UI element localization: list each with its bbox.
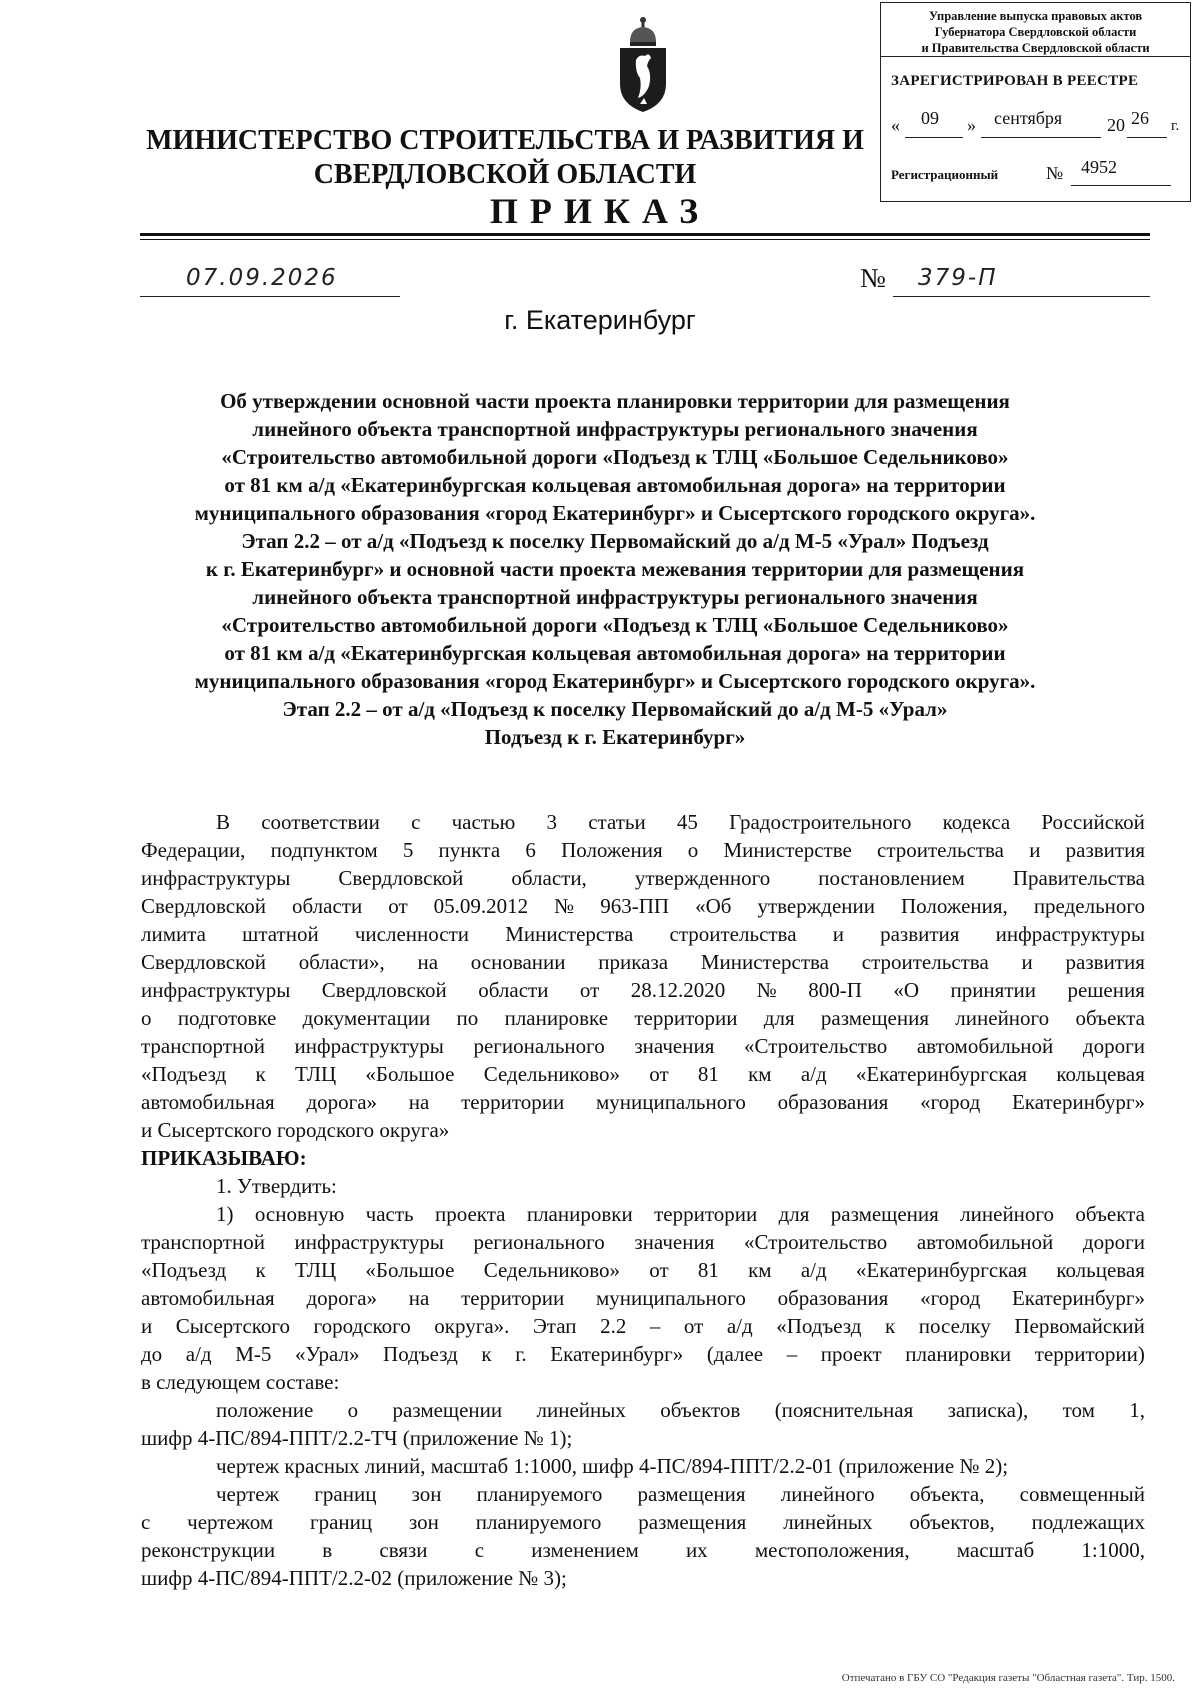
registry-stamp	[880, 2, 1191, 202]
justified-line	[141, 1508, 1145, 1536]
ministry-line: МИНИСТЕРСТВО СТРОИТЕЛЬСТВА И РАЗВИТИЯ И	[146, 125, 864, 156]
word: инфраструктуры	[141, 978, 291, 1002]
word: «Подъезд	[141, 1062, 227, 1086]
word: Сысертского	[175, 1314, 290, 1338]
word: зон	[409, 1510, 439, 1534]
word: 81	[697, 1258, 719, 1282]
word: линейного	[955, 1006, 1050, 1030]
word: строительства	[669, 922, 797, 946]
word: часть	[365, 1202, 414, 1226]
word: 6	[525, 838, 536, 862]
word: значения	[634, 1230, 715, 1254]
word: к	[885, 1314, 896, 1338]
justified-line	[141, 808, 1145, 836]
word: Свердловской	[321, 978, 447, 1002]
word: –	[649, 1314, 661, 1338]
word: записка),	[947, 1398, 1029, 1422]
word: 963-ПП	[600, 894, 670, 918]
word: о	[141, 1006, 152, 1030]
word: зон	[411, 1482, 442, 1506]
word: №	[756, 978, 777, 1002]
title-line: Об утверждении основной части проекта планировки территории для размещения	[220, 389, 1010, 413]
word: с	[474, 1538, 485, 1562]
word: «Подъезд	[141, 1258, 227, 1282]
word: муниципального	[595, 1090, 746, 1114]
preamble-paragraph	[141, 808, 1145, 1116]
justified-line	[141, 1340, 1145, 1368]
word: принятии	[950, 978, 1036, 1002]
justified-line	[141, 1228, 1145, 1256]
word: Федерации,	[141, 838, 246, 862]
word: инфраструктуры	[141, 866, 291, 890]
word: Свердловской	[141, 950, 266, 974]
justified-line	[141, 892, 1145, 920]
word: развития	[1065, 838, 1145, 862]
word: М-5	[235, 1342, 272, 1366]
word: Екатеринбург»	[550, 1342, 684, 1366]
word: размещения	[638, 1510, 747, 1534]
word: автомобильная	[141, 1090, 275, 1114]
word: дорога»	[306, 1286, 378, 1310]
word: том	[1062, 1398, 1095, 1422]
word: области	[478, 978, 549, 1002]
word: связи	[379, 1538, 428, 1562]
word: Российской	[1041, 810, 1145, 834]
word: 2.2	[600, 1314, 627, 1338]
word: транспортной	[141, 1034, 265, 1058]
word: территории	[461, 1090, 565, 1114]
composition-1-paragraph	[141, 1396, 1145, 1424]
word: дороги	[1082, 1034, 1145, 1058]
word: и	[832, 922, 844, 946]
header-rule-thin	[140, 239, 1150, 240]
word: размещения	[820, 1006, 929, 1030]
word: размещения	[637, 1482, 746, 1506]
word: «Строительство	[744, 1230, 888, 1254]
justified-line	[141, 1060, 1145, 1088]
word: проект	[820, 1342, 882, 1366]
justified-line	[141, 1256, 1145, 1284]
word: границ	[314, 1482, 377, 1506]
word: с	[411, 810, 421, 834]
word: поселку	[918, 1314, 991, 1338]
word: «Урал»	[294, 1342, 360, 1366]
word: для	[778, 1202, 810, 1226]
word: Седельниково»	[483, 1258, 620, 1282]
word: образования	[777, 1286, 889, 1310]
title-line: муниципального образования «город Екатеринбург» и Сысертского городского округа».	[194, 501, 1036, 525]
title-line: «Строительство автомобильной дороги «Подъезд к ТЛЦ «Большое Седельниково»	[221, 445, 1009, 469]
word: транспортной	[141, 1230, 265, 1254]
justified-line	[141, 920, 1145, 948]
word: Правительства	[1012, 866, 1145, 890]
word: приказа	[598, 950, 669, 974]
order-title	[120, 387, 1110, 751]
stamp-no-sign: №	[1046, 163, 1064, 183]
word: от	[579, 978, 600, 1002]
word: на	[417, 950, 439, 974]
word: автомобильной	[916, 1230, 1054, 1254]
word: утвержденного	[634, 866, 771, 890]
order-city: г. Екатеринбург	[504, 305, 696, 335]
word: округа».	[434, 1314, 510, 1338]
word: объекта	[1075, 1202, 1145, 1226]
word: развития	[880, 922, 960, 946]
word: совмещенный	[1019, 1482, 1145, 1506]
word: инфраструктуры	[294, 1034, 444, 1058]
stamp-head-line: Управление выпуска правовых актов	[928, 9, 1143, 23]
word: размещении	[392, 1398, 503, 1422]
word: развития	[1065, 950, 1145, 974]
word: и	[1029, 838, 1041, 862]
word: от	[388, 894, 408, 918]
word: к	[255, 1062, 266, 1086]
word: постановлением	[818, 866, 965, 890]
ministry-line: СВЕРДЛОВСКОЙ ОБЛАСТИ	[313, 159, 697, 190]
word: основную	[254, 1202, 345, 1226]
word: Екатеринбург»	[1011, 1090, 1145, 1114]
word: городского	[313, 1314, 411, 1338]
item-1: 1. Утвердить:	[216, 1174, 337, 1198]
word: линейных	[536, 1398, 626, 1422]
ministry-name	[120, 124, 890, 192]
justified-line	[141, 948, 1145, 976]
word: для	[763, 1006, 795, 1030]
word: области»,	[298, 950, 385, 974]
word: планируемого	[475, 1510, 602, 1534]
word: области	[292, 894, 363, 918]
order-body	[141, 808, 1145, 1592]
stamp-year-line	[1127, 137, 1167, 138]
word: области,	[511, 866, 587, 890]
word: Положения,	[901, 894, 1008, 918]
word: а/д	[800, 1258, 827, 1282]
word: г.	[515, 1342, 527, 1366]
word: о	[347, 1398, 359, 1422]
word: положение	[216, 1398, 314, 1422]
word: «Екатеринбургская	[855, 1258, 1028, 1282]
word: 45	[676, 810, 698, 834]
stamp-open-quote: «	[891, 115, 900, 135]
word: подготовке	[177, 1006, 277, 1030]
stamp-day: 09	[921, 108, 939, 128]
word: №	[554, 894, 575, 918]
word: «Строительство	[744, 1034, 888, 1058]
text-line: и Сысертского городского округа»	[141, 1118, 450, 1142]
stamp-header	[881, 3, 1190, 57]
word: от	[649, 1062, 669, 1086]
decree-word: ПРИКАЗЫВАЮ:	[141, 1146, 307, 1170]
word: «О	[893, 978, 919, 1002]
word: Седельниково»	[483, 1062, 620, 1086]
word: Свердловской	[338, 866, 464, 890]
text-line: шифр 4-ПС/894-ППТ/2.2-02 (приложение № 3);	[141, 1566, 567, 1590]
word: 1,	[1129, 1398, 1145, 1422]
word: автомобильная	[141, 1286, 275, 1310]
title-line: Подъезд к г. Екатеринбург»	[484, 725, 746, 749]
word: размещения	[830, 1202, 939, 1226]
word: изменением	[531, 1538, 639, 1562]
word: Подъезд	[383, 1342, 458, 1366]
print-footer: Отпечатано в ГБУ СО "Редакция газеты "Областная газета". Тир. 1500.	[841, 1672, 1175, 1684]
text-line: в следующем составе:	[141, 1370, 340, 1394]
word: дорога»	[306, 1090, 378, 1114]
word: инфраструктуры	[294, 1230, 444, 1254]
word: а/д	[800, 1062, 827, 1086]
word: а/д	[726, 1314, 753, 1338]
word: территории	[634, 1006, 738, 1030]
justified-line	[141, 1088, 1145, 1116]
word: Свердловской	[141, 894, 266, 918]
word: чертеж	[216, 1482, 280, 1506]
word: Министерства	[505, 922, 634, 946]
word: кольцевая	[1056, 1258, 1145, 1282]
word: реконструкции	[141, 1538, 276, 1562]
title-line: от 81 км а/д «Екатеринбургская кольцевая автомобильная дорога» на территории	[224, 641, 1006, 665]
number-underline	[893, 296, 1150, 297]
word: объектов,	[909, 1510, 995, 1534]
word: «город	[920, 1090, 981, 1114]
stamp-head-line: и Правительства Свердловской области	[921, 41, 1150, 55]
word: «город	[920, 1286, 981, 1310]
stamp-month-line	[981, 137, 1101, 138]
word: территории)	[1034, 1342, 1145, 1366]
word: линейного	[960, 1202, 1055, 1226]
stamp-reg-label: Регистрационный	[891, 167, 999, 182]
stamp-year-prefix: 20	[1107, 115, 1125, 135]
word: объекта,	[909, 1482, 985, 1506]
stamp-close-quote: »	[967, 115, 976, 135]
word: (далее	[706, 1342, 764, 1366]
word: к	[255, 1258, 266, 1282]
stamp-head-line: Губернатора Свердловской области	[934, 25, 1137, 39]
title-line: линейного объекта транспортной инфраструктуры регионального значения	[252, 417, 978, 441]
stamp-number-line	[1071, 185, 1171, 186]
order-date: 07.09.2026	[186, 265, 338, 291]
word: 3	[546, 810, 557, 834]
word: в	[322, 1538, 333, 1562]
word: проекта	[434, 1202, 506, 1226]
word: кольцевая	[1056, 1062, 1145, 1086]
word: ТЛЦ	[294, 1258, 337, 1282]
stamp-year-suffix: 26	[1131, 108, 1149, 128]
word: о	[687, 838, 699, 862]
word: документации	[302, 1006, 431, 1030]
word: 800-П	[808, 978, 862, 1002]
word: (пояснительная	[774, 1398, 914, 1422]
word: значения	[634, 1034, 715, 1058]
word: на	[408, 1090, 430, 1114]
word: В	[216, 810, 231, 834]
word: соответствии	[261, 810, 380, 834]
word: «Большое	[365, 1258, 455, 1282]
word: муниципального	[595, 1286, 746, 1310]
word: основании	[470, 950, 566, 974]
doc-type: ПРИКАЗ	[489, 191, 711, 231]
word: 28.12.2020	[630, 978, 726, 1002]
word: подлежащих	[1031, 1510, 1145, 1534]
word: 1:1000,	[1081, 1538, 1145, 1562]
stamp-day-line	[905, 137, 963, 138]
justified-line	[141, 1032, 1145, 1060]
justified-line	[141, 836, 1145, 864]
word: регионального	[473, 1230, 605, 1254]
word: Положения	[561, 838, 663, 862]
word: 1)	[216, 1202, 234, 1226]
word: объектов	[660, 1398, 741, 1422]
title-line: от 81 км а/д «Екатеринбургская кольцевая автомобильная дорога» на территории	[224, 473, 1006, 497]
title-line: муниципального образования «город Екатеринбург» и Сысертского городского округа».	[194, 669, 1036, 693]
word: образования	[777, 1090, 889, 1114]
justified-line	[141, 864, 1145, 892]
word: а/д	[185, 1342, 212, 1366]
word: к	[481, 1342, 492, 1366]
word: Екатеринбург»	[1011, 1286, 1145, 1310]
word: штатной	[242, 922, 319, 946]
justified-line	[141, 1200, 1145, 1228]
title-line: линейного объекта транспортной инфраструктуры регионального значения	[252, 585, 978, 609]
justified-line	[141, 1312, 1145, 1340]
title-line: к г. Екатеринбург» и основной части проекта межевания территории для размещения	[205, 557, 1025, 581]
word: планировки	[905, 1342, 1012, 1366]
word: «Большое	[365, 1062, 455, 1086]
word: на	[408, 1286, 430, 1310]
word: планировке	[504, 1006, 609, 1030]
header-rule-thick	[140, 233, 1150, 236]
word: предельного	[1033, 894, 1145, 918]
text-line: шифр 4-ПС/894-ППТ/2.2-ТЧ (приложение № 1);	[141, 1426, 573, 1450]
word: территории	[461, 1286, 565, 1310]
word: Градостроительного	[729, 810, 912, 834]
coat-of-arms-icon	[614, 14, 672, 114]
justified-line	[141, 1004, 1145, 1032]
word: и	[1021, 950, 1033, 974]
word: решения	[1067, 978, 1145, 1002]
stamp-year-abbr: г.	[1171, 118, 1180, 134]
word: ТЛЦ	[294, 1062, 337, 1086]
word: с	[141, 1510, 151, 1534]
word: планировки	[526, 1202, 633, 1226]
word: Первомайский	[1014, 1314, 1145, 1338]
word: численности	[354, 922, 470, 946]
composition-3-paragraph	[141, 1480, 1145, 1564]
word: линейного	[780, 1482, 875, 1506]
justified-line	[141, 1284, 1145, 1312]
word: от	[649, 1258, 669, 1282]
word: частью	[451, 810, 516, 834]
stamp-date	[891, 108, 1181, 143]
word: строительства	[861, 950, 989, 974]
word: «Екатеринбургская	[855, 1062, 1028, 1086]
order-number: 379-П	[918, 265, 998, 291]
word: км	[748, 1062, 772, 1086]
word: линейных	[783, 1510, 873, 1534]
word: 5	[402, 838, 414, 862]
word: по	[456, 1006, 479, 1030]
stamp-registered: ЗАРЕГИСТРИРОВАН В РЕЕСТРЕ	[891, 73, 1139, 89]
subitem-1-paragraph	[141, 1200, 1145, 1368]
word: подпунктом	[270, 838, 378, 862]
word: их	[685, 1538, 708, 1562]
date-underline	[140, 296, 400, 297]
word: –	[786, 1342, 798, 1366]
word: объекта	[1075, 1006, 1145, 1030]
justified-line	[141, 1480, 1145, 1508]
justified-line	[141, 976, 1145, 1004]
justified-line	[141, 1396, 1145, 1424]
order-no-sign: №	[860, 263, 886, 293]
word: масштаб	[956, 1538, 1035, 1562]
word: Министерстве	[723, 838, 852, 862]
title-line: Этап 2.2 – от а/д «Подъезд к поселку Первомайский до а/д М-5 «Урал»	[282, 697, 948, 721]
word: пункта	[438, 838, 501, 862]
word: «Подъезд	[776, 1314, 862, 1338]
word: от	[683, 1314, 704, 1338]
word: автомобильной	[916, 1034, 1054, 1058]
word: границ	[310, 1510, 373, 1534]
word: «Об	[695, 894, 732, 918]
word: строительства	[877, 838, 1005, 862]
word: инфраструктуры	[995, 922, 1145, 946]
stamp-number: 4952	[1081, 157, 1117, 177]
word: лимита	[141, 922, 206, 946]
word: местоположения,	[754, 1538, 910, 1562]
title-line: Этап 2.2 – от а/д «Подъезд к поселку Первомайский до а/д М-5 «Урал» Подъезд	[241, 529, 989, 553]
word: дороги	[1082, 1230, 1145, 1254]
word: статьи	[588, 810, 646, 834]
word: чертежом	[187, 1510, 274, 1534]
word: до	[141, 1342, 163, 1366]
title-line: «Строительство автомобильной дороги «Подъезд к ТЛЦ «Большое Седельниково»	[221, 613, 1009, 637]
word: территории	[654, 1202, 758, 1226]
word: 81	[697, 1062, 719, 1086]
word: и	[141, 1314, 153, 1338]
composition-2: чертеж красных линий, масштаб 1:1000, шифр 4-ПС/894-ППТ/2.2-01 (приложение № 2);	[216, 1454, 1009, 1478]
word: Этап	[532, 1314, 577, 1338]
word: км	[748, 1258, 772, 1282]
word: утверждении	[757, 894, 875, 918]
justified-line	[141, 1536, 1145, 1564]
word: Министерства	[700, 950, 830, 974]
word: кодекса	[942, 810, 1011, 834]
stamp-reg-number	[891, 157, 1181, 193]
stamp-month: сентября	[994, 108, 1063, 128]
word: регионального	[473, 1034, 605, 1058]
word: 05.09.2012	[433, 894, 529, 918]
word: планируемого	[476, 1482, 603, 1506]
